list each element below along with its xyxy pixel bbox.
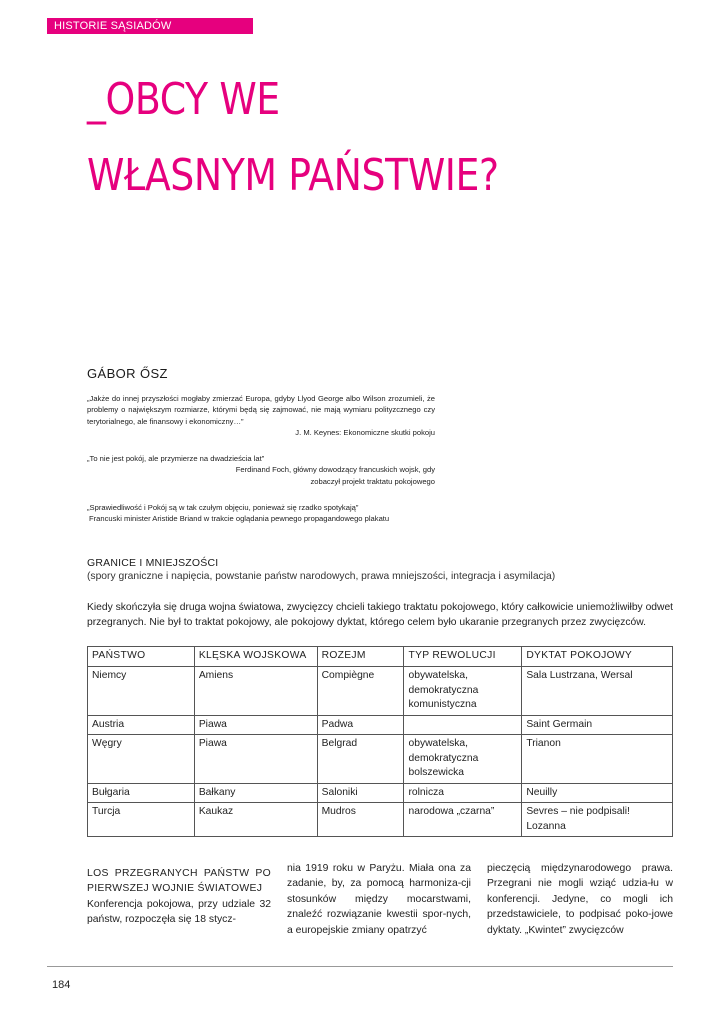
table-cell: narodowa „czarna” — [404, 803, 522, 837]
page-title — [87, 62, 499, 214]
table-cell: Sala Lustrzana, Wersal — [522, 667, 673, 716]
table-cell: Węgry — [88, 735, 195, 784]
table-row — [88, 803, 673, 837]
table-cell: Saint Germain — [522, 715, 673, 735]
treaties-table — [87, 646, 673, 837]
table-row — [88, 783, 673, 803]
intro-paragraph: Kiedy skończyła się druga wojna światowa, zwycięzcy chcieli takiego traktatu pokojowego, który całkowicie uniemożliwiłby odwet przegranych. Nie był to traktat pokojowy, ale pokojowy dyktat, którego celem było ukaranie przegranych przez zwycięzców. — [87, 602, 674, 629]
table-cell: rolnicza — [404, 783, 522, 803]
table-cell: Piawa — [194, 715, 317, 735]
table-row — [88, 735, 673, 784]
footer-divider — [47, 966, 673, 967]
table-cell: Bułgaria — [88, 783, 195, 803]
article-columns — [87, 863, 673, 956]
title-line-1: _OBCY WE — [87, 74, 280, 125]
table-cell: Belgrad — [317, 735, 404, 784]
article-column: pieczęcią międzynarodowego prawa. Przegrani nie mogli wziąć udzia-łu w konferencji. Jedyne, co mogli ich przedstawiciele, to podpisać poko-jowe dyktaty. „Kwintet” zwycięzców — [487, 863, 673, 936]
table-cell: Saloniki — [317, 783, 404, 803]
article-text: Konferencja pokojowa, przy udziale 32 państw, rozpoczęła się 18 stycz- — [87, 898, 271, 926]
table-cell: Trianon — [522, 735, 673, 784]
table-cell: Niemcy — [88, 667, 195, 716]
column-header: KLĘSKA WOJSKOWA — [194, 647, 317, 667]
column-header: TYP REWOLUCJI — [404, 647, 522, 667]
title-line-2: WŁASNYM PAŃSTWIE? — [87, 150, 499, 201]
epigraph — [87, 393, 435, 438]
epigraph-attribution: Ferdinand Foch, główny dowodzący francuskich wojsk, gdy zobaczył projekt traktatu pokojowego — [235, 465, 435, 486]
table-cell: Bałkany — [194, 783, 317, 803]
article-heading: LOS PRZEGRANYCH PAŃSTW PO PIERWSZEJ WOJNIE ŚWIATOWEJ — [87, 868, 271, 895]
section-subtitle: (spory graniczne i napięcia, powstanie państw narodowych, prawa mniejszości, integracja i asymilacja) — [87, 571, 556, 582]
epigraph-attribution: Francuski minister Aristide Briand w trakcie oglądania pewnego propagandowego plakatu — [89, 514, 390, 524]
epigraph — [87, 453, 435, 487]
section-tag: HISTORIE SĄSIADÓW — [47, 18, 253, 34]
table-cell: obywatelska, demokratyczna bolszewicka — [404, 735, 522, 784]
table-cell — [404, 715, 522, 735]
column-header: DYKTAT POKOJOWY — [522, 647, 673, 667]
page-number: 184 — [52, 979, 71, 991]
table-header-row — [88, 647, 673, 667]
epigraph-text: „Sprawiedliwość i Pokój są w tak czułym objęciu, ponieważ się rzadko spotykają” — [87, 503, 359, 513]
table-cell: Padwa — [317, 715, 404, 735]
column-header: ROZEJM — [317, 647, 404, 667]
table-cell: Mudros — [317, 803, 404, 837]
column-header: PAŃSTWO — [88, 647, 195, 667]
author-name: GÁBOR ŐSZ — [87, 366, 168, 381]
article-column: nia 1919 roku w Paryżu. Miała ona za zadanie, by, za pomocą harmoniza-cji stosunków między mocarstwami, znaleźć rozwiązanie kwestii spor-nych, a europejskie zmiany opatrzyć — [287, 863, 471, 936]
table-cell: obywatelska, demokratyczna komunistyczna — [404, 667, 522, 716]
section-heading: GRANICE I MNIEJSZOŚCI — [87, 557, 219, 569]
table-cell: Austria — [88, 715, 195, 735]
table-cell: Piawa — [194, 735, 317, 784]
table-cell: Compiègne — [317, 667, 404, 716]
table-cell: Neuilly — [522, 783, 673, 803]
epigraph-text: „To nie jest pokój, ale przymierze na dwadzieścia lat” — [87, 454, 265, 464]
table-row — [88, 667, 673, 716]
epigraphs — [87, 393, 435, 540]
table-cell: Sevres – nie podpisali! Lozanna — [522, 803, 673, 837]
table-cell: Amiens — [194, 667, 317, 716]
epigraph-attribution: J. M. Keynes: Ekonomiczne skutki pokoju — [295, 427, 435, 437]
table-cell: Turcja — [88, 803, 195, 837]
table-cell: Kaukaz — [194, 803, 317, 837]
epigraph-text: „Jakże do innej przyszłości mogłaby zmierzać Europa, gdyby Llyod George albo Wilson zrozumieli, że problemy o największym rozmiarze, którymi będą się zajmować, nie mają wymiaru polityzcznego czy terytorialnego, ale finansowy i ekonomiczny…” — [87, 394, 435, 426]
article-column — [87, 866, 271, 928]
epigraph — [87, 502, 435, 525]
table-row — [88, 715, 673, 735]
